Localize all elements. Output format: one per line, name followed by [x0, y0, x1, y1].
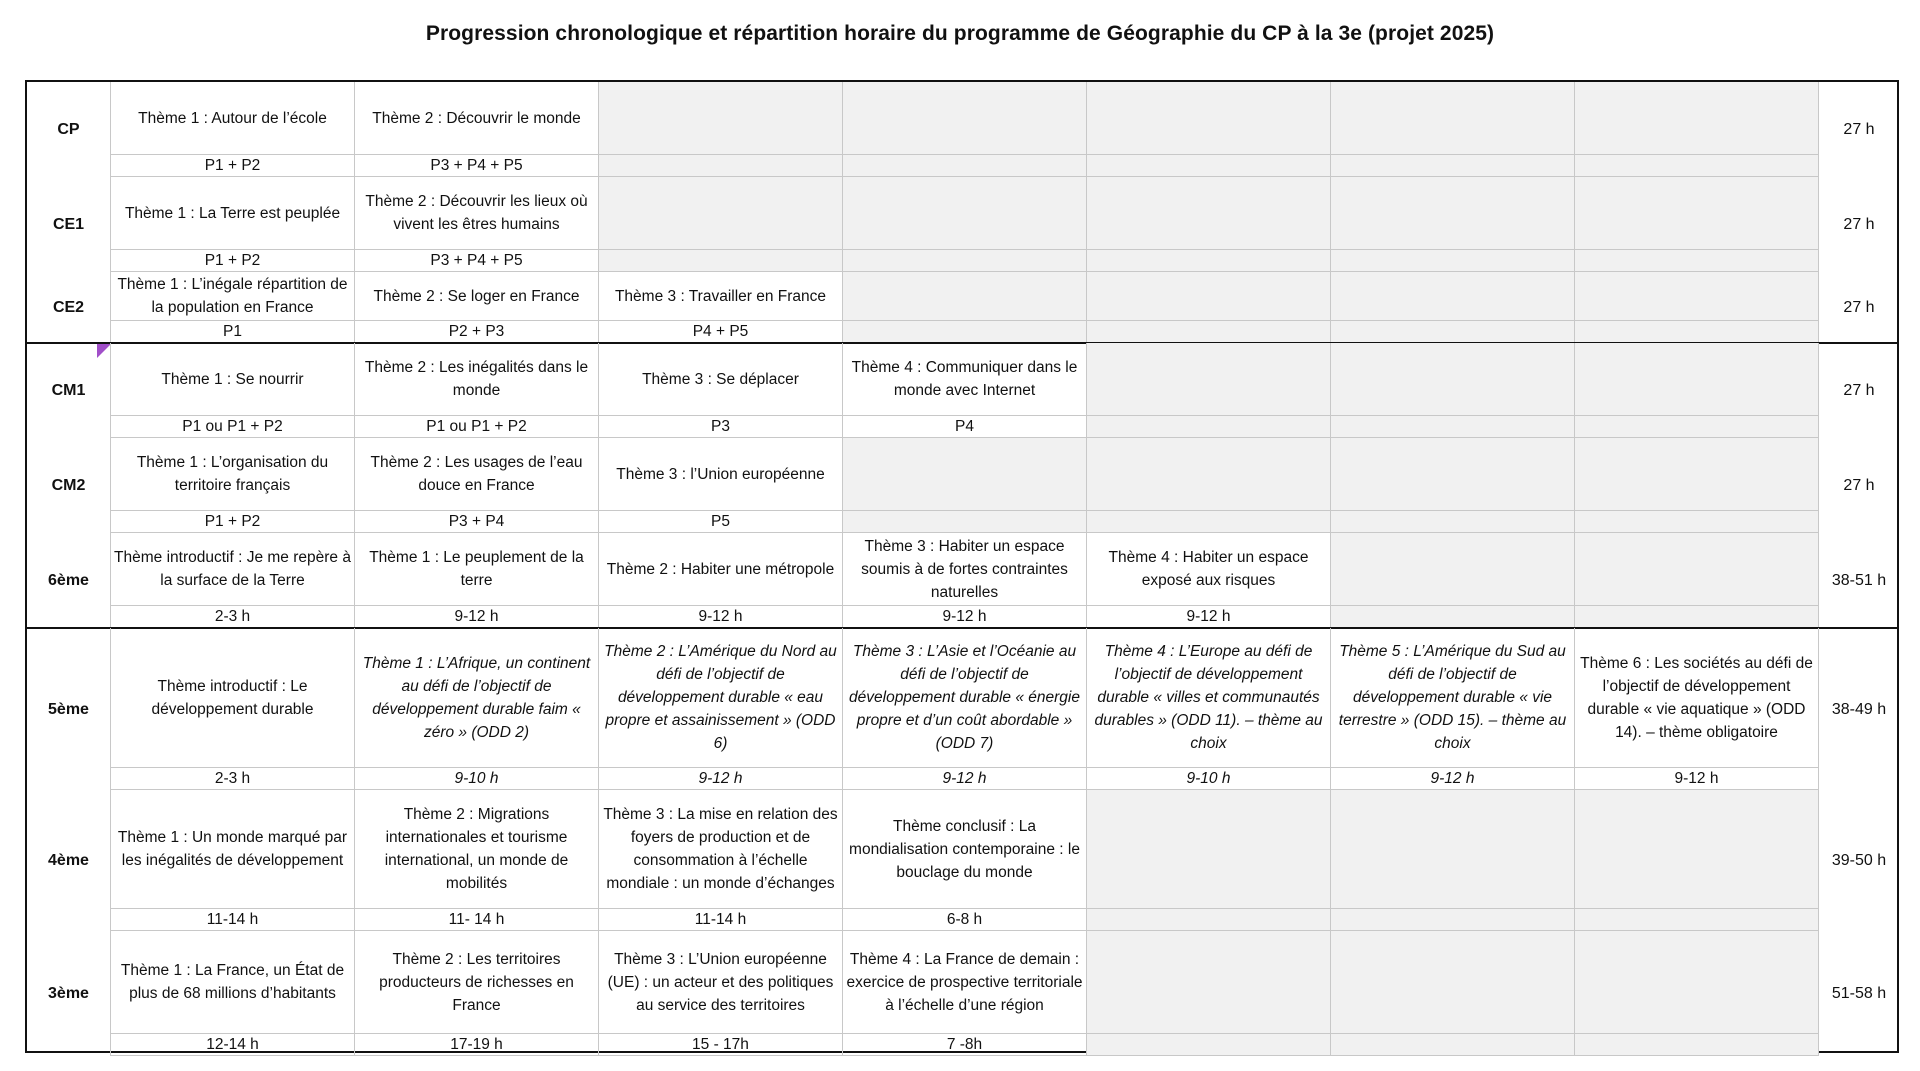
periods-cell: 15 - 17h — [599, 1034, 843, 1056]
periods-cell: 9-12 h — [1331, 768, 1575, 790]
theme-cell: Thème 1 : Le peuplement de la terre — [355, 533, 599, 606]
periods-cell: 11-14 h — [599, 909, 843, 931]
empty-cell — [1331, 250, 1575, 272]
periods-cell: P3 + P4 — [355, 511, 599, 533]
periods-cell: P3 + P4 + P5 — [355, 250, 599, 272]
theme-cell: Thème 2 : Migrations internationales et tourisme international, un monde de mobilités — [355, 790, 599, 909]
empty-cell — [1575, 250, 1819, 272]
page-title: Progression chronologique et répartition horaire du programme de Géographie du CP à la 3e (projet 2025) — [425, 22, 1495, 45]
theme-cell: Thème 2 : Découvrir le monde — [355, 82, 599, 155]
empty-cell — [599, 82, 843, 155]
empty-cell — [599, 155, 843, 177]
empty-cell — [1087, 177, 1331, 250]
theme-cell: Thème 1 : La France, un État de plus de 68 millions d’habitants — [111, 931, 355, 1034]
periods-cell: 9-12 h — [355, 606, 599, 628]
level-label: 5ème — [27, 628, 111, 790]
empty-cell — [1087, 82, 1331, 155]
theme-cell: Thème 3 : Habiter un espace soumis à de fortes contraintes naturelles — [843, 533, 1087, 606]
theme-cell: Thème conclusif : La mondialisation contemporaine : le bouclage du monde — [843, 790, 1087, 909]
periods-cell: P1 ou P1 + P2 — [355, 416, 599, 438]
total-hours: 39-50 h — [1831, 852, 1887, 869]
empty-cell — [1087, 343, 1331, 416]
theme-cell: Thème 3 : L’Union européenne (UE) : un acteur et des politiques au service des territoires — [599, 931, 843, 1034]
empty-cell — [1087, 272, 1331, 321]
periods-cell: 9-12 h — [843, 606, 1087, 628]
theme-cell: Thème 2 : Habiter une métropole — [599, 533, 843, 606]
empty-cell — [843, 82, 1087, 155]
progression-table — [25, 80, 1899, 1053]
periods-cell: P1 — [111, 321, 355, 343]
empty-cell — [1087, 511, 1331, 533]
periods-cell: 6-8 h — [843, 909, 1087, 931]
empty-cell — [1575, 606, 1819, 628]
theme-cell: Thème 2 : Se loger en France — [355, 272, 599, 321]
total-hours: 27 h — [1843, 477, 1875, 494]
periods-cell: 17-19 h — [355, 1034, 599, 1056]
empty-cell — [1575, 1034, 1819, 1056]
empty-cell — [843, 321, 1087, 343]
empty-cell — [1087, 155, 1331, 177]
theme-cell: Thème 4 : L’Europe au défi de l’objectif de développement durable « villes et communautés durables » (ODD 11). – thème au choix — [1087, 628, 1331, 768]
periods-cell: P2 + P3 — [355, 321, 599, 343]
periods-cell: 9-12 h — [843, 768, 1087, 790]
level-label: 4ème — [27, 790, 111, 931]
empty-cell — [1575, 416, 1819, 438]
periods-cell: 9-10 h — [1087, 768, 1331, 790]
empty-cell — [1575, 909, 1819, 931]
periods-cell: P5 — [599, 511, 843, 533]
level-label: CE2 — [27, 272, 111, 343]
empty-cell — [843, 272, 1087, 321]
periods-cell: P1 + P2 — [111, 155, 355, 177]
total-hours: 27 h — [1843, 216, 1875, 233]
empty-cell — [843, 250, 1087, 272]
empty-cell — [1331, 343, 1575, 416]
empty-cell — [1087, 909, 1331, 931]
theme-cell: Thème 1 : La Terre est peuplée — [111, 177, 355, 250]
periods-cell: P1 + P2 — [111, 250, 355, 272]
theme-cell: Thème 2 : Les inégalités dans le monde — [355, 343, 599, 416]
theme-cell: Thème 2 : L’Amérique du Nord au défi de l’objectif de développement durable « eau propre et assainissement » (ODD 6) — [599, 628, 843, 768]
periods-cell: 11-14 h — [111, 909, 355, 931]
total-hours: 38-49 h — [1831, 700, 1887, 718]
theme-cell: Thème 1 : Se nourrir — [111, 343, 355, 416]
empty-cell — [1575, 511, 1819, 533]
periods-cell: 9-12 h — [599, 606, 843, 628]
periods-cell: 7 -8h — [843, 1034, 1087, 1056]
empty-cell — [1087, 321, 1331, 343]
empty-cell — [1331, 416, 1575, 438]
empty-cell — [1331, 177, 1575, 250]
total-hours: 38-51 h — [1831, 572, 1887, 589]
level-label: CM1 — [27, 343, 111, 438]
periods-cell: 9-12 h — [599, 768, 843, 790]
level-label: CP — [27, 82, 111, 177]
periods-cell: P3 — [599, 416, 843, 438]
theme-cell: Thème 6 : Les sociétés au défi de l’objectif de développement durable « vie aquatique » (ODD 14). – thème obligatoire — [1575, 628, 1819, 768]
theme-cell: Thème 4 : La France de demain : exercice de prospective territoriale à l’échelle d’une région — [843, 931, 1087, 1034]
empty-cell — [1331, 82, 1575, 155]
theme-cell: Thème 2 : Les usages de l’eau douce en France — [355, 438, 599, 511]
periods-cell: 2-3 h — [111, 606, 355, 628]
empty-cell — [1087, 250, 1331, 272]
level-label: 3ème — [27, 931, 111, 1056]
level-label: 6ème — [27, 533, 111, 628]
periods-cell: P1 ou P1 + P2 — [111, 416, 355, 438]
theme-cell: Thème 3 : Se déplacer — [599, 343, 843, 416]
empty-cell — [1575, 438, 1819, 511]
empty-cell — [1575, 931, 1819, 1034]
theme-cell: Thème 1 : Autour de l’école — [111, 82, 355, 155]
empty-cell — [1087, 931, 1331, 1034]
theme-cell: Thème 4 : Communiquer dans le monde avec Internet — [843, 343, 1087, 416]
theme-cell: Thème 3 : La mise en relation des foyers de production et de consommation à l’échelle mondiale : un monde d’échanges — [599, 790, 843, 909]
empty-cell — [1087, 790, 1331, 909]
level-label: CM2 — [27, 438, 111, 533]
empty-cell — [599, 250, 843, 272]
empty-cell — [1087, 438, 1331, 511]
empty-cell — [1575, 177, 1819, 250]
periods-cell: P4 + P5 — [599, 321, 843, 343]
level-label: CE1 — [27, 177, 111, 272]
empty-cell — [1575, 790, 1819, 909]
periods-cell: 2-3 h — [111, 768, 355, 790]
periods-cell: 11- 14 h — [355, 909, 599, 931]
empty-cell — [843, 438, 1087, 511]
empty-cell — [1575, 155, 1819, 177]
empty-cell — [1575, 272, 1819, 321]
periods-cell: 9-12 h — [1575, 768, 1819, 790]
empty-cell — [843, 177, 1087, 250]
periods-cell: P4 — [843, 416, 1087, 438]
empty-cell — [1331, 606, 1575, 628]
theme-cell: Thème 5 : L’Amérique du Sud au défi de l’objectif de développement durable « vie terrestre » (ODD 15). – thème au choix — [1331, 628, 1575, 768]
empty-cell — [1087, 1034, 1331, 1056]
empty-cell — [1331, 511, 1575, 533]
empty-cell — [1331, 790, 1575, 909]
theme-cell: Thème 3 : L’Asie et l’Océanie au défi de l’objectif de développement durable « énergie propre et d’un coût abordable » (ODD 7) — [843, 628, 1087, 768]
empty-cell — [1331, 931, 1575, 1034]
empty-cell — [1331, 155, 1575, 177]
periods-cell: 9-12 h — [1087, 606, 1331, 628]
empty-cell — [1331, 321, 1575, 343]
empty-cell — [1331, 909, 1575, 931]
empty-cell — [1575, 321, 1819, 343]
theme-cell: Thème 2 : Les territoires producteurs de richesses en France — [355, 931, 599, 1034]
theme-cell: Thème 1 : L’organisation du territoire français — [111, 438, 355, 511]
empty-cell — [1331, 438, 1575, 511]
total-hours: 27 h — [1843, 382, 1875, 399]
empty-cell — [1575, 533, 1819, 606]
theme-cell: Thème introductif : Je me repère à la surface de la Terre — [111, 533, 355, 606]
empty-cell — [1331, 533, 1575, 606]
theme-cell: Thème 4 : Habiter un espace exposé aux risques — [1087, 533, 1331, 606]
total-hours: 27 h — [1843, 299, 1875, 316]
empty-cell — [1331, 272, 1575, 321]
theme-cell: Thème 1 : L’Afrique, un continent au défi de l’objectif de développement durable faim « zéro » (ODD 2) — [355, 628, 599, 768]
empty-cell — [843, 511, 1087, 533]
periods-cell: P1 + P2 — [111, 511, 355, 533]
theme-cell: Thème 2 : Découvrir les lieux où vivent les êtres humains — [355, 177, 599, 250]
periods-cell: P3 + P4 + P5 — [355, 155, 599, 177]
theme-cell: Thème introductif : Le développement durable — [111, 628, 355, 768]
theme-cell: Thème 1 : Un monde marqué par les inégalités de développement — [111, 790, 355, 909]
empty-cell — [1575, 343, 1819, 416]
empty-cell — [843, 155, 1087, 177]
empty-cell — [1087, 416, 1331, 438]
empty-cell — [1331, 1034, 1575, 1056]
periods-cell: 12-14 h — [111, 1034, 355, 1056]
empty-cell — [599, 177, 843, 250]
total-hours: 27 h — [1843, 121, 1875, 138]
empty-cell — [1575, 82, 1819, 155]
theme-cell: Thème 3 : l’Union européenne — [599, 438, 843, 511]
periods-cell: 9-10 h — [355, 768, 599, 790]
total-hours: 51-58 h — [1831, 985, 1887, 1002]
theme-cell: Thème 1 : L’inégale répartition de la population en France — [111, 272, 355, 321]
theme-cell: Thème 3 : Travailler en France — [599, 272, 843, 321]
